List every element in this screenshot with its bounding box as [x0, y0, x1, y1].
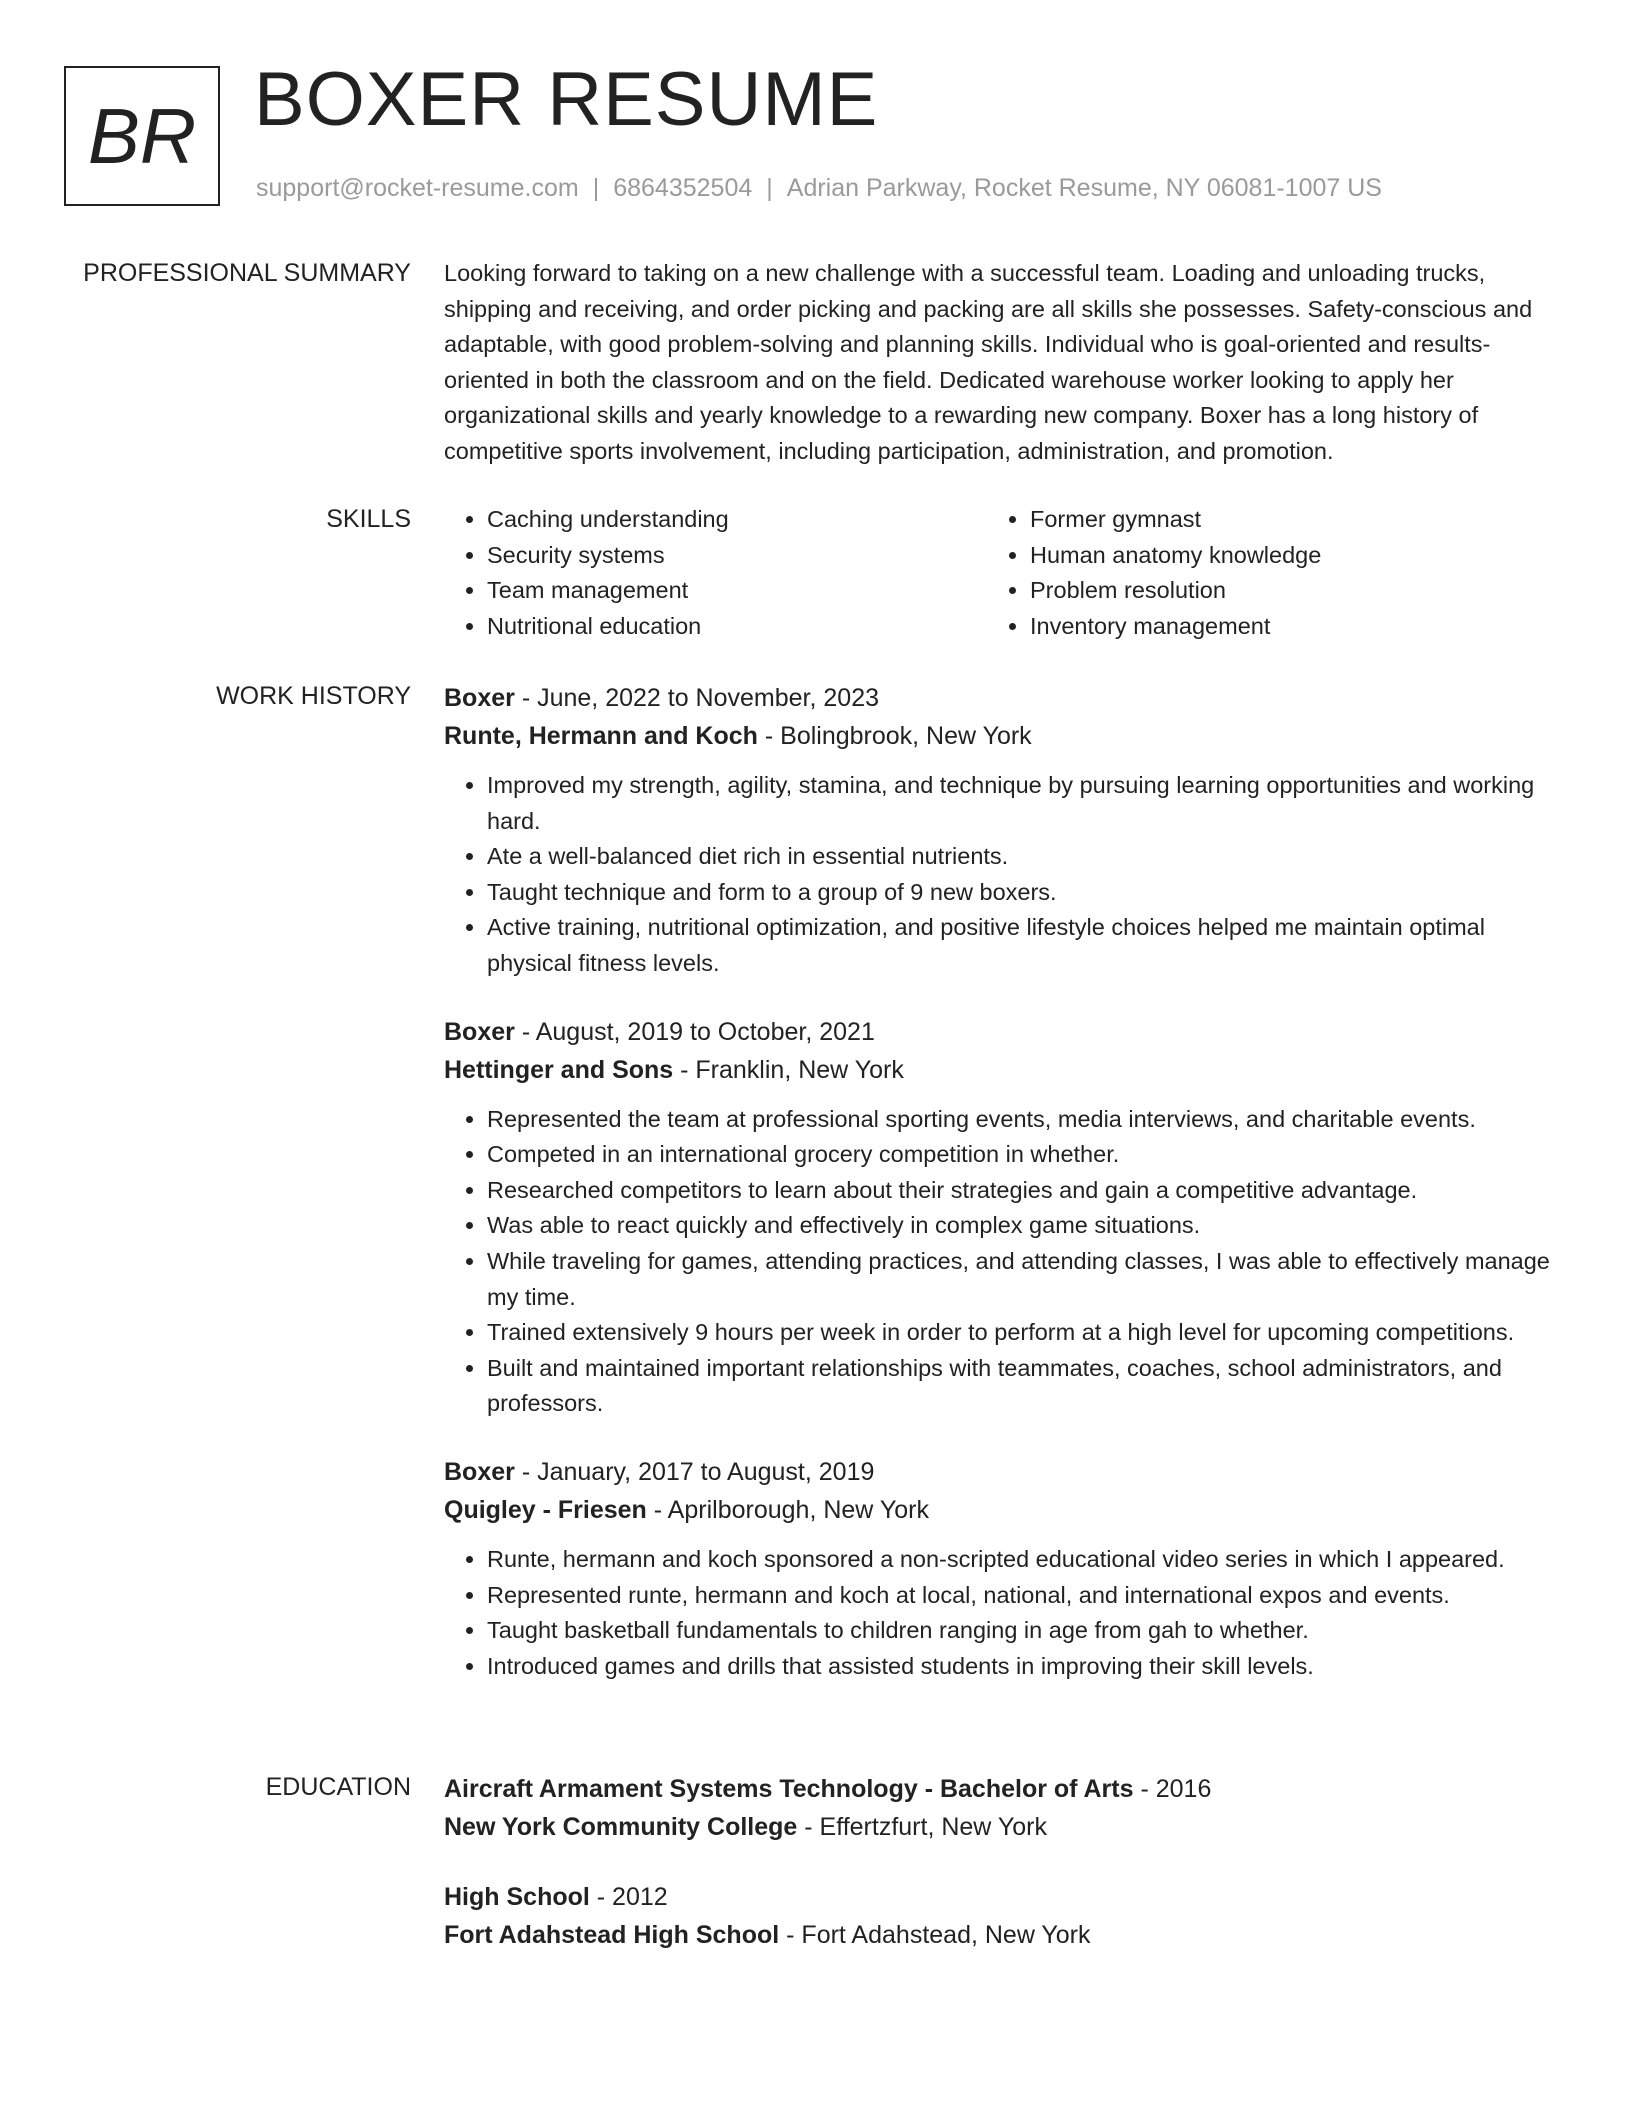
edu-school-line [444, 1808, 1556, 1846]
job-title-line [444, 679, 1556, 717]
job-bullet: • Introduced games and drills that assisted students in improving their skill levels. [487, 1649, 1556, 1685]
job-company-line [444, 1051, 1556, 1089]
job-company-line [444, 1491, 1556, 1529]
edu-school-line [444, 1916, 1556, 1954]
skill-item: • Problem resolution [1030, 573, 1530, 609]
work-body [444, 679, 1556, 1715]
job-dates: - June, 2022 to November, 2023 [514, 684, 879, 712]
contact-separator: | [766, 174, 773, 202]
job-location: - Franklin, New York [673, 1055, 904, 1084]
education-entry [444, 1878, 1556, 1954]
skill-item: • Former gymnast [1030, 502, 1530, 538]
skill-item: • Human anatomy knowledge [1030, 538, 1530, 574]
summary-body [444, 256, 1556, 470]
summary-heading: PROFESSIONAL SUMMARY [83, 259, 411, 287]
job-bullet: • Represented the team at professional sporting events, media interviews, and charitable events. [487, 1102, 1556, 1138]
job-bullet: • Competed in an international grocery competition in whether. [487, 1137, 1556, 1173]
edu-year: - 2012 [589, 1883, 668, 1911]
work-heading: WORK HISTORY [216, 682, 411, 710]
skill-item: • Caching understanding [487, 502, 987, 538]
edu-degree: High School [444, 1883, 590, 1911]
job-entry [444, 1453, 1556, 1684]
contact-line [256, 174, 1382, 203]
job-entry [444, 1013, 1556, 1422]
contact-phone: 6864352504 [613, 174, 753, 202]
job-bullets [444, 1102, 1556, 1422]
education-entry [444, 1770, 1556, 1846]
job-location: - Aprilborough, New York [646, 1495, 929, 1524]
job-company: Hettinger and Sons [444, 1055, 674, 1084]
edu-degree-line [444, 1878, 1556, 1916]
edu-degree: Aircraft Armament Systems Technology - Bachelor of Arts [444, 1775, 1134, 1803]
job-role: Boxer [444, 684, 515, 712]
skill-item: • Team management [487, 573, 987, 609]
skill-item: • Security systems [487, 538, 987, 574]
skills-body [444, 502, 1556, 644]
job-bullet: • Taught basketball fundamentals to children ranging in age from gah to whether. [487, 1613, 1556, 1649]
job-bullet: • Built and maintained important relationships with teammates, coaches, school administrators, and professors. [487, 1351, 1556, 1422]
job-bullet: • Runte, hermann and koch sponsored a non-scripted educational video series in which I appeared. [487, 1542, 1556, 1578]
job-bullet: • Researched competitors to learn about their strategies and gain a competitive advantage. [487, 1173, 1556, 1209]
skills-list-right [987, 502, 1530, 644]
edu-year: - 2016 [1133, 1775, 1212, 1803]
edu-location: - Fort Adahstead, New York [779, 1921, 1091, 1949]
job-bullet: • Active training, nutritional optimization, and positive lifestyle choices helped me maintain optimal physical fitness levels. [487, 910, 1556, 981]
skills-list-left [444, 502, 987, 644]
job-location: - Bolingbrook, New York [757, 722, 1032, 750]
job-bullet: • Ate a well-balanced diet rich in essential nutrients. [487, 839, 1556, 875]
job-entry [444, 679, 1556, 982]
edu-school: New York Community College [444, 1813, 798, 1841]
job-title-line [444, 1453, 1556, 1491]
edu-school: Fort Adahstead High School [444, 1921, 780, 1949]
edu-degree-line [444, 1770, 1556, 1808]
job-bullet: • While traveling for games, attending practices, and attending classes, I was able to effectively manage my time. [487, 1244, 1556, 1315]
initials-monogram: BR [64, 66, 220, 206]
job-bullet: • Taught technique and form to a group of 9 new boxers. [487, 875, 1556, 911]
job-role: Boxer [444, 1017, 515, 1046]
job-bullets [444, 768, 1556, 982]
job-title-line [444, 1013, 1556, 1051]
resume-name: BOXER RESUME [254, 57, 879, 142]
job-company: Quigley - Friesen [444, 1495, 647, 1524]
job-company-line [444, 717, 1556, 755]
job-dates: - August, 2019 to October, 2021 [514, 1017, 875, 1046]
skills-heading: SKILLS [326, 505, 411, 533]
education-body [444, 1770, 1556, 1986]
job-company: Runte, Hermann and Koch [444, 722, 758, 750]
job-dates: - January, 2017 to August, 2019 [514, 1457, 875, 1486]
job-bullet: • Trained extensively 9 hours per week in order to perform at a high level for upcoming competitions. [487, 1315, 1556, 1351]
job-role: Boxer [444, 1457, 515, 1486]
edu-location: - Effertzfurt, New York [797, 1813, 1047, 1841]
education-heading: EDUCATION [265, 1773, 411, 1801]
job-bullet: • Was able to react quickly and effectively in complex game situations. [487, 1208, 1556, 1244]
contact-email: support@rocket-resume.com [256, 174, 579, 202]
summary-text: Looking forward to taking on a new challenge with a successful team. Loading and unloading trucks, shipping and receiving, and order picking and packing are all skills she possesses. Safety-conscious and adaptable, with good problem-solving and planning skills. Individual who is goal-oriented and results-oriented in both the classroom and on the field. Dedicated warehouse worker looking to apply her organizational skills and yearly knowledge to a rewarding new company. Boxer has a long history of competitive sports involvement, including participation, administration, and promotion. [444, 260, 1533, 464]
job-bullet: • Improved my strength, agility, stamina, and technique by pursuing learning opportunities and working hard. [487, 768, 1556, 839]
job-bullet: • Represented runte, hermann and koch at local, national, and international expos and events. [487, 1578, 1556, 1614]
contact-address: Adrian Parkway, Rocket Resume, NY 06081-1007 US [786, 174, 1382, 202]
skill-item: • Nutritional education [487, 609, 987, 645]
job-bullets [444, 1542, 1556, 1684]
contact-separator: | [592, 174, 600, 202]
skill-item: • Inventory management [1030, 609, 1530, 645]
